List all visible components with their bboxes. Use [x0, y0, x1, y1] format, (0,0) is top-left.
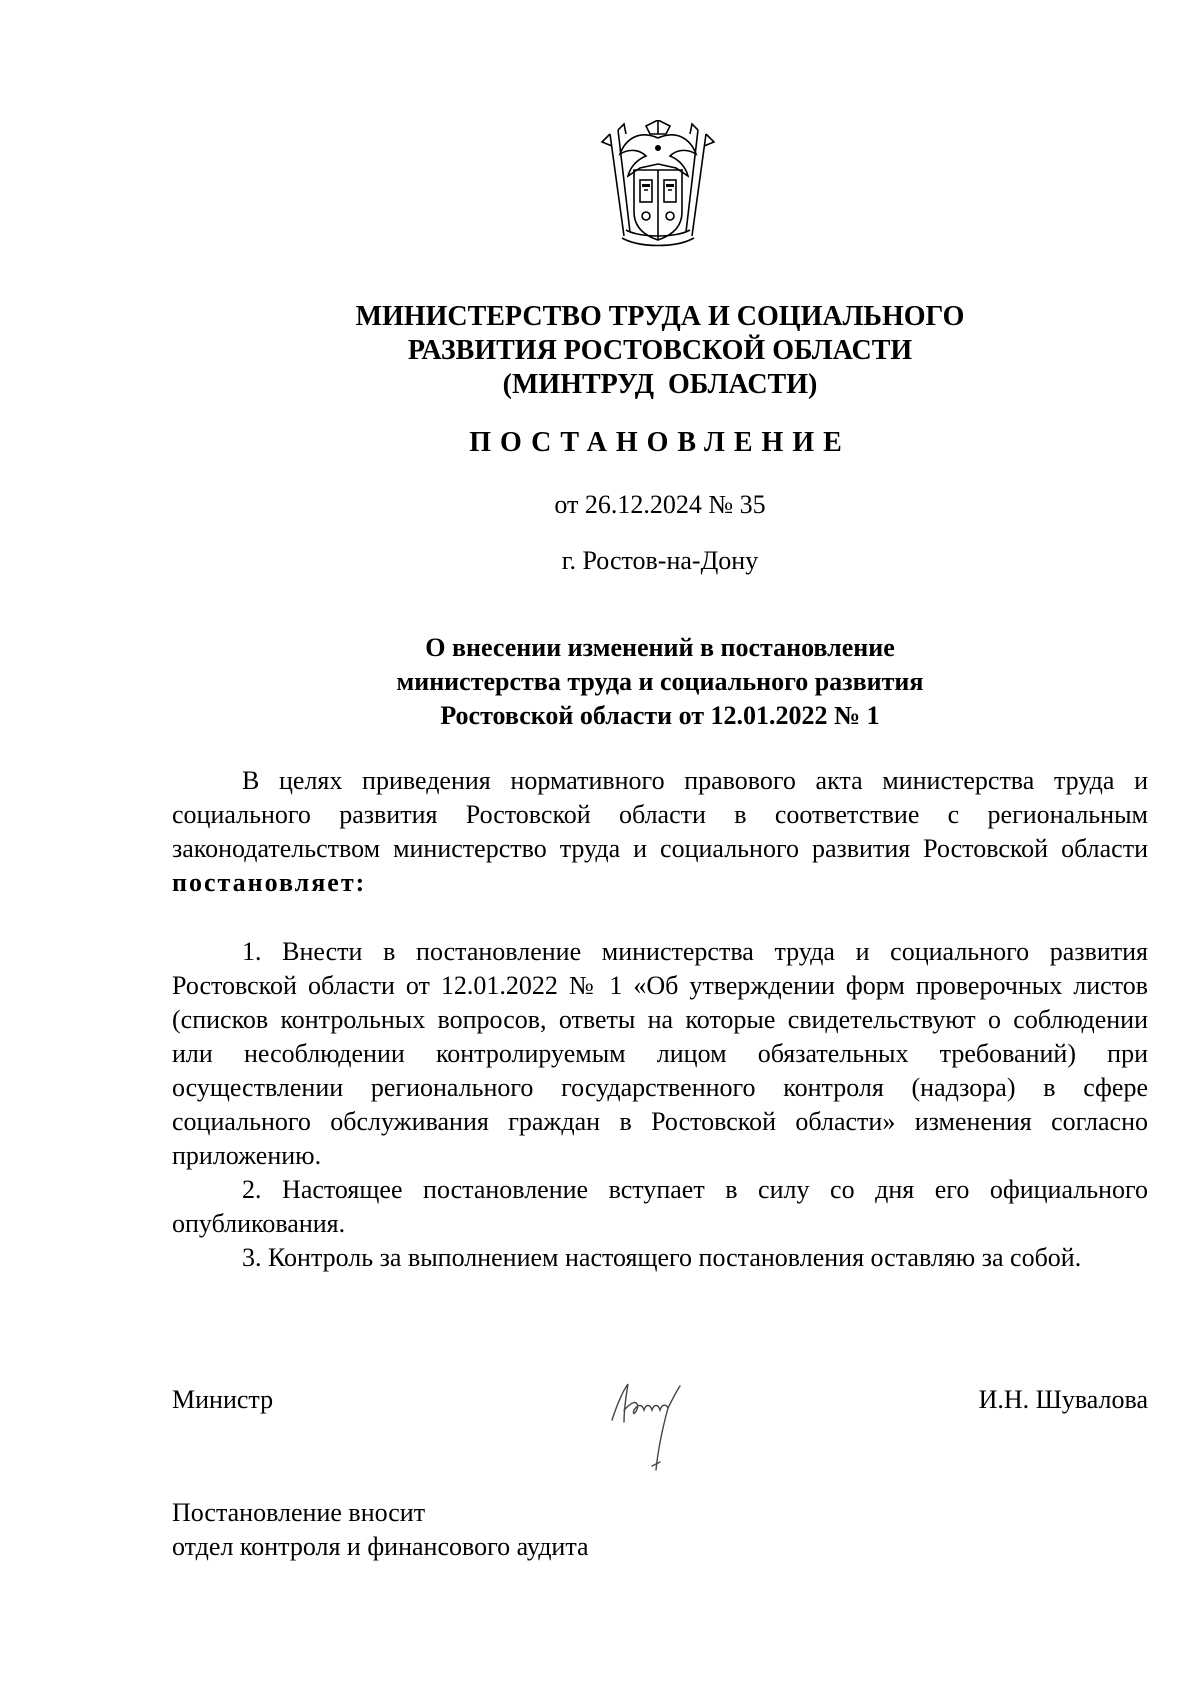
body-item: 2. Настоящее постановление вступает в силу со дня его официального опубликования. — [172, 1175, 1148, 1238]
document-type: ПОСТАНОВЛЕНИЕ — [469, 427, 851, 458]
handwritten-signature-icon — [602, 1370, 722, 1490]
org-line: РАЗВИТИЯ РОСТОВСКОЙ ОБЛАСТИ — [407, 335, 913, 366]
title-line: Ростовской области от 12.01.2022 № 1 — [440, 701, 880, 730]
document-number: от 26.12.2024 № 35 — [554, 490, 766, 519]
org-line: (МИНТРУД ОБЛАСТИ) — [502, 369, 818, 400]
signatory-name: И.Н. Шувалова — [978, 1385, 1148, 1414]
signatory-position: Министр — [172, 1385, 274, 1414]
org-line: МИНИСТЕРСТВО ТРУДА И СОЦИАЛЬНОГО — [355, 301, 965, 332]
organization-name — [300, 300, 1020, 402]
preamble-text: В целях приведения нормативного правового акта министерства труда и социального развития Ростовской области в соответствие с региональным законодательством министерство труда и социального развития Ростовской области — [172, 766, 1148, 863]
body-item: 3. Контроль за выполнением настоящего постановления оставляю за собой. — [242, 1243, 1082, 1272]
coat-of-arms-emblem-icon — [600, 120, 716, 250]
footer-line: отдел контроля и финансового аудита — [172, 1532, 589, 1561]
document-title — [300, 631, 1020, 733]
document-footer — [172, 1496, 589, 1564]
preamble-paragraph — [172, 764, 1148, 900]
document-city: г. Ростов-на-Дону — [561, 546, 759, 575]
title-line: министерства труда и социального развития — [396, 667, 924, 696]
preamble-keyword: постановляет: — [172, 868, 367, 897]
title-line: О внесении изменений в постановление — [425, 633, 895, 662]
footer-line: Постановление вносит — [172, 1498, 426, 1527]
document-body — [172, 764, 1148, 1275]
body-item: 1. Внести в постановление министерства труда и социального развития Ростовской области от 12.01.2022 № 1 «Об утверждении форм проверочных листов (списков контрольных вопросов, ответы на которые свидетельствуют о соблюдении или несоблюдении контролируемым лицом обязательных требований) при осуществлении регионального государственного контроля (надзора) в сфере социального обслуживания граждан в Ростовской области» изменения согласно приложению. — [172, 937, 1148, 1170]
